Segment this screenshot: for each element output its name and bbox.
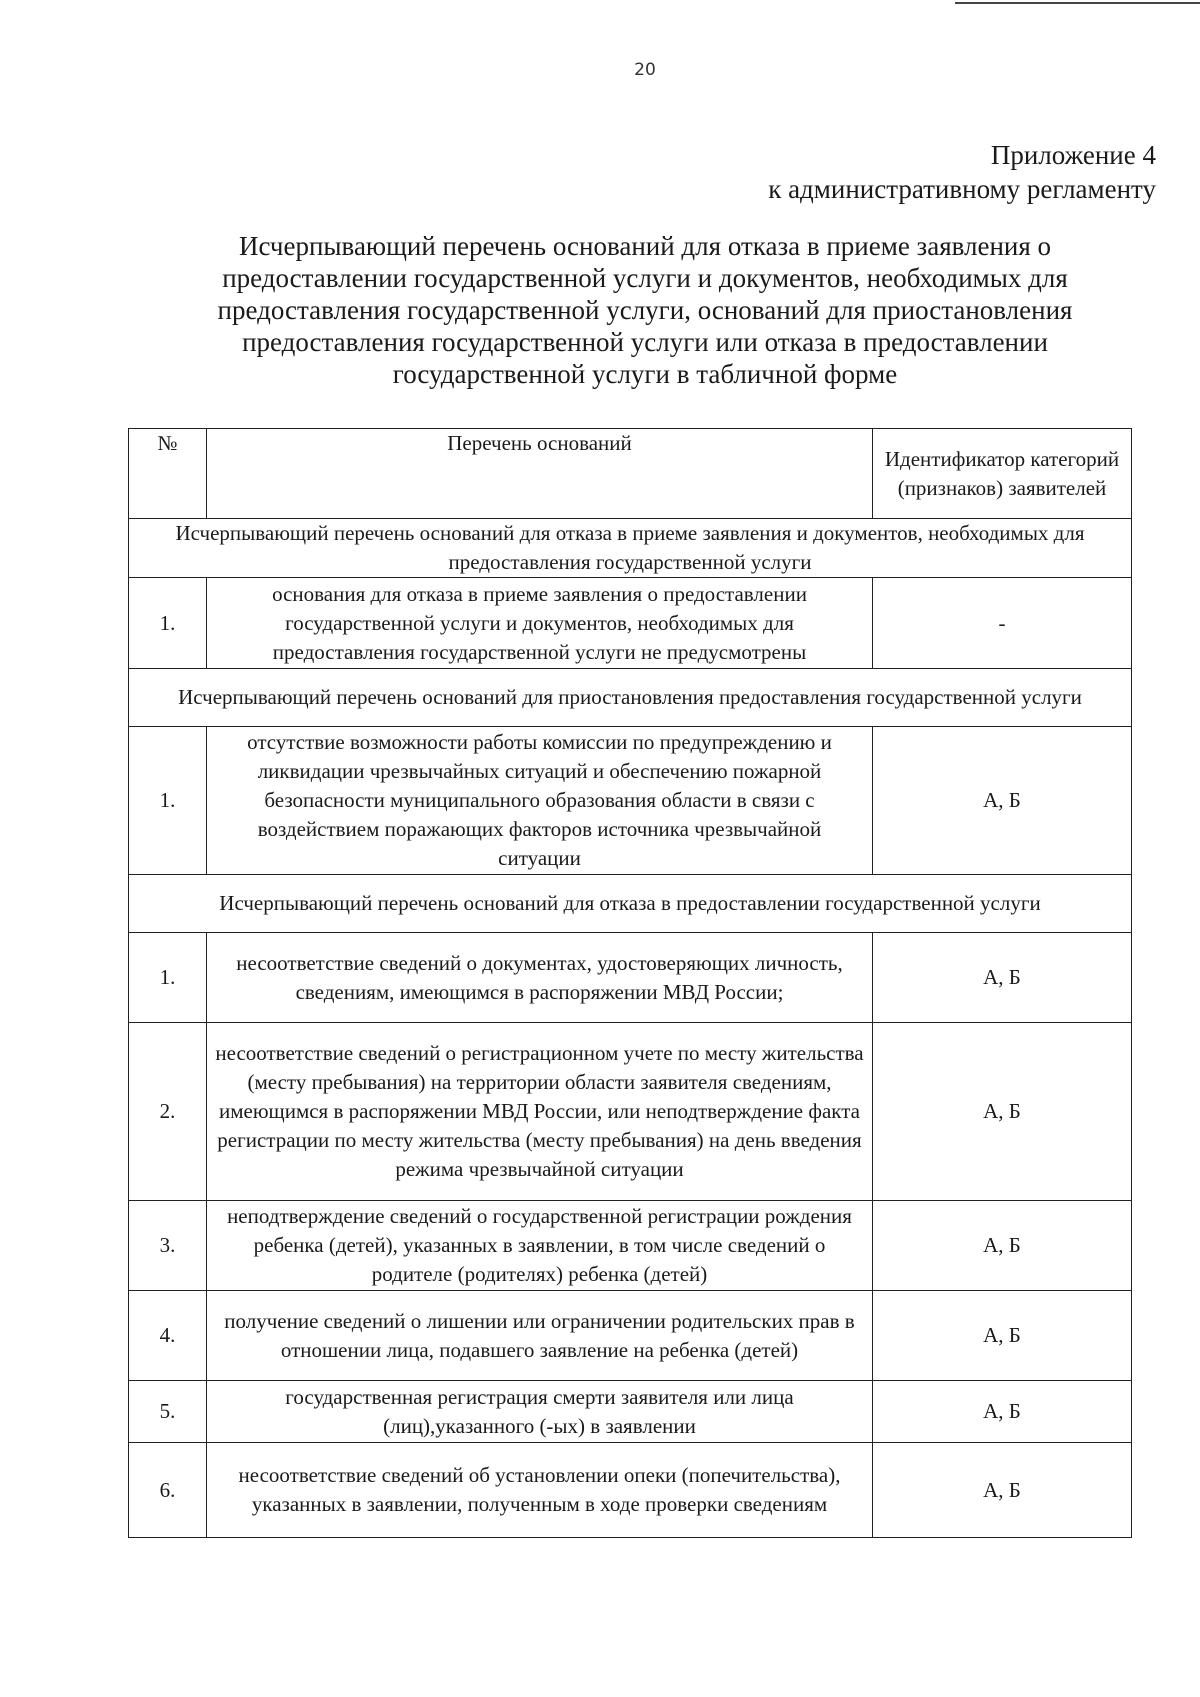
header-grounds-list: Перечень оснований [207,429,873,519]
grounds-table [128,428,1132,1538]
row-ground: несоответствие сведений о регистрационном учете по месту жительства (месту пребывания) на территории области заявителя сведениям, имеющимся в распоряжении МВД России, или неподтверждение факта регистрации по месту жительства (месту пребывания) на день введения режима чрезвычайной ситуации [207,1023,873,1201]
row-category-id: - [873,578,1132,669]
row-number: 1. [129,727,207,875]
header-applicant-category-id: Идентификатор категорий (признаков) заявителей [873,429,1132,519]
row-number: 1. [129,933,207,1023]
appendix-line-1: Приложение 4 [990,140,1156,170]
row-category-id: А, Б [873,933,1132,1023]
row-ground: основания для отказа в приеме заявления о предоставлении государственной услуги и документов, необходимых для предоставления государственной услуги не предусмотрены [207,578,873,669]
row-number: 6. [129,1443,207,1538]
row-number: 1. [129,578,207,669]
row-ground: несоответствие сведений об установлении опеки (попечительства), указанных в заявлении, полученным в ходе проверки сведениям [207,1443,873,1538]
table-row [129,727,1132,875]
row-ground: несоответствие сведений о документах, удостоверяющих личность, сведениям, имеющимся в распоряжении МВД России; [207,933,873,1023]
section-title: Исчерпывающий перечень оснований для приостановления предоставления государственной услуги [129,669,1132,727]
row-number: 4. [129,1291,207,1381]
section-title: Исчерпывающий перечень оснований для отказа в приеме заявления и документов, необходимых для предоставления государственной услуги [129,519,1132,578]
row-category-id: А, Б [873,1381,1132,1443]
appendix-line-2: к административному регламенту [768,174,1156,204]
table-row [129,1023,1132,1201]
table-header-row [129,429,1132,519]
table-row [129,1291,1132,1381]
row-ground: получение сведений о лишении или ограничении родительских прав в отношении лица, подавшего заявление на ребенка (детей) [207,1291,873,1381]
table-row [129,1443,1132,1538]
section-title: Исчерпывающий перечень оснований для отказа в предоставлении государственной услуги [129,875,1132,933]
row-number: 3. [129,1201,207,1291]
row-category-id: А, Б [873,1443,1132,1538]
table-row [129,578,1132,669]
row-number: 2. [129,1023,207,1201]
table-row [129,1201,1132,1291]
row-category-id: А, Б [873,1023,1132,1201]
section-header [129,519,1132,578]
header-number: № [129,429,207,519]
row-ground: отсутствие возможности работы комиссии по предупреждению и ликвидации чрезвычайных ситуаций и обеспечению пожарной безопасности муниципального образования области в связи с воздействием поражающих факторов источника чрезвычайной ситуации [207,727,873,875]
document-title: Исчерпывающий перечень оснований для отказа в приеме заявления о предоставлении государственной услуги и документов, необходимых для предоставления государственной услуги, оснований для приостановления предоставления государственной услуги или отказа в предоставлении государственной услуги в табличной форме [217,231,1073,389]
row-ground: неподтверждение сведений о государственной регистрации рождения ребенка (детей), указанных в заявлении, в том числе сведений о родителе (родителях) ребенка (детей) [207,1201,873,1291]
section-header [129,669,1132,727]
row-ground: государственная регистрация смерти заявителя или лица (лиц),указанного (-ых) в заявлении [207,1381,873,1443]
page-number: 20 [634,60,656,80]
appendix-label [768,138,1156,206]
table-row [129,933,1132,1023]
row-number: 5. [129,1381,207,1443]
scan-edge-line [955,2,1200,4]
row-category-id: А, Б [873,1201,1132,1291]
table-row [129,1381,1132,1443]
section-header [129,875,1132,933]
row-category-id: А, Б [873,1291,1132,1381]
row-category-id: А, Б [873,727,1132,875]
